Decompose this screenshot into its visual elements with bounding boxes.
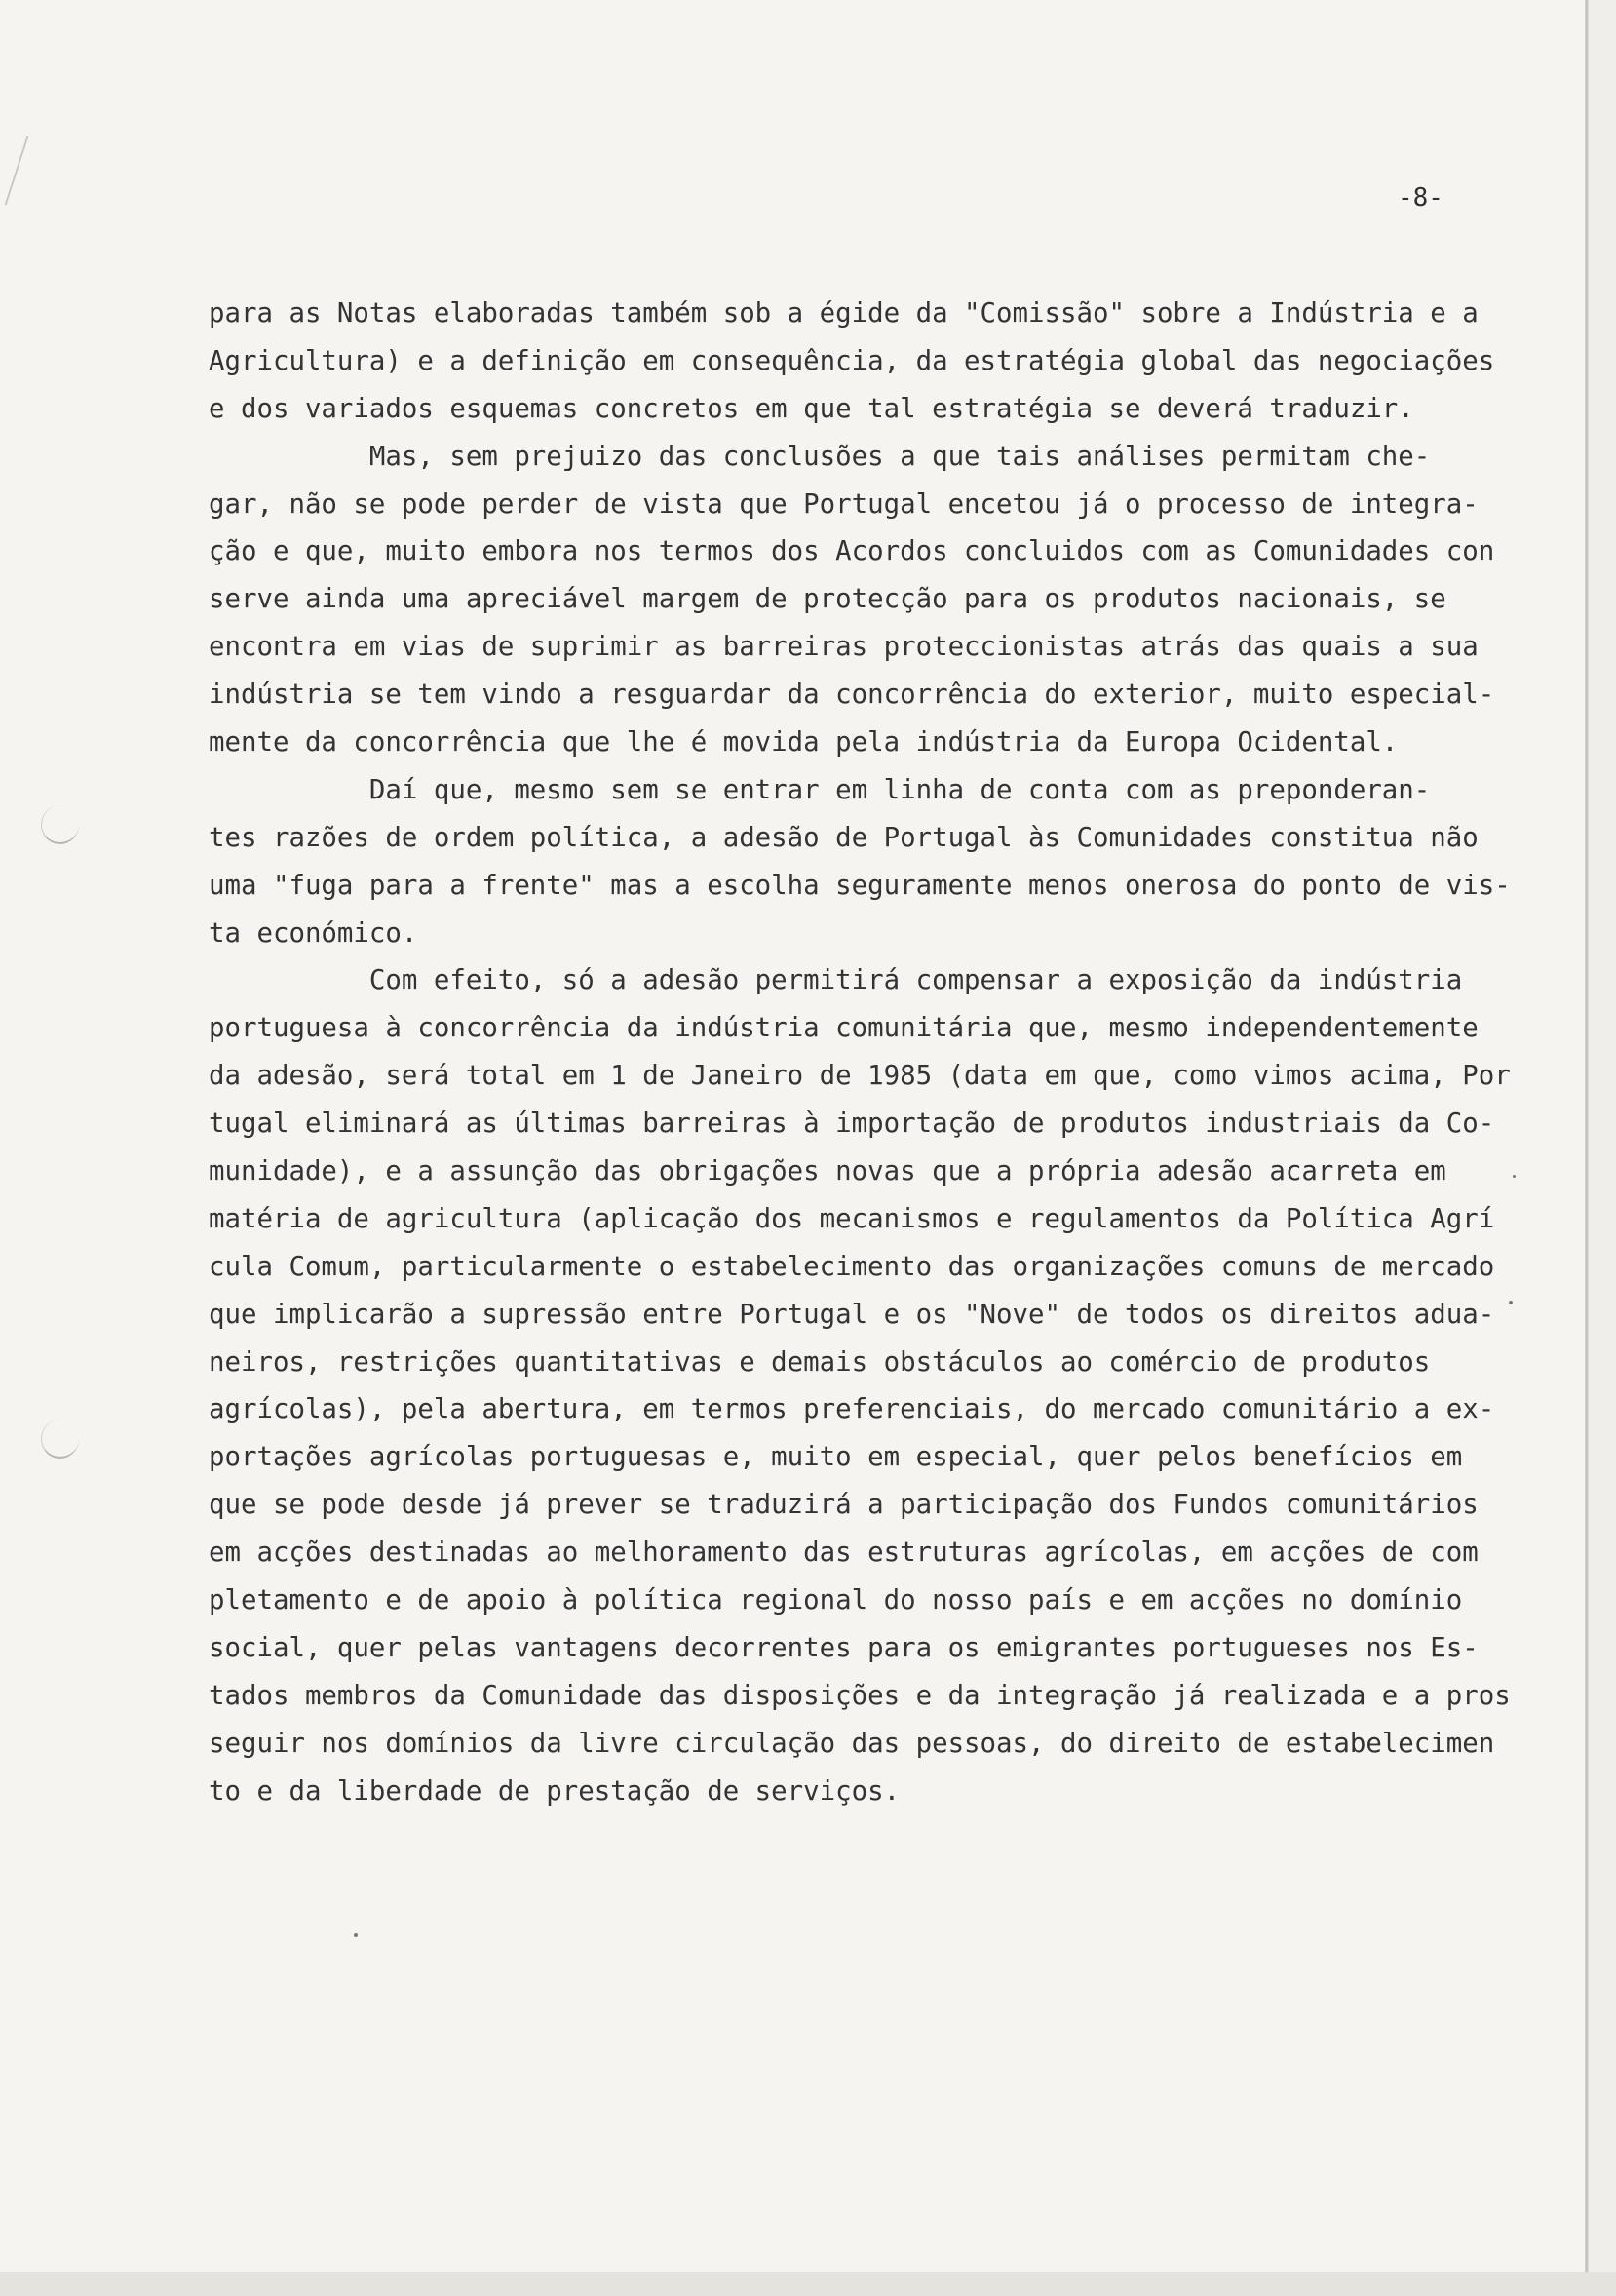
text-line: neiros, restrições quantitativas e demais obstáculos ao comércio de produtos [209,1346,1431,1378]
speck [354,1933,358,1937]
text-line: para as Notas elaboradas também sob a égide da "Comissão" sobre a Indústria e a [209,298,1479,329]
text-line: indústria se tem vindo a resguardar da concorrência do exterior, muito especial- [209,680,1495,711]
document-body [209,291,1524,1816]
text-line: tugal eliminará as últimas barreiras à importação de produtos industriais da Co- [209,1109,1495,1140]
text-line: mente da concorrência que lhe é movida pela indústria da Europa Ocidental. [209,727,1399,759]
page-number: -8- [1398,183,1443,213]
text-line: matéria de agricultura (aplicação dos mecanismos e regulamentos da Política Agrí [209,1203,1495,1234]
text-line: serve ainda uma apreciável margem de protecção para os produtos nacionais, se [209,584,1446,615]
text-line: munidade), e a assunção das obrigações novas que a própria adesão acarreta em [209,1156,1446,1187]
text-line: gar, não se pode perder de vista que Portugal encetou já o processo de integra- [209,488,1479,520]
text-line: que se pode desde já prever se traduzirá a participação dos Fundos comunitários [209,1490,1479,1521]
text-line: seguir nos domínios da livre circulação das pessoas, do direito de estabelecimen [209,1728,1495,1759]
text-line: pletamento e de apoio à política regional do nosso país e em acções no domínio [209,1585,1463,1616]
text-line: Mas, sem prejuizo das conclusões a que tais análises permitam che- [209,441,1431,472]
text-line: portações agrícolas portuguesas e, muito em especial, quer pelos benefícios em [209,1442,1463,1473]
text-line: uma "fuga para a frente" mas a escolha seguramente menos onerosa do ponto de vis- [209,870,1511,901]
text-line: que implicarão a supressão entre Portugal e os "Nove" de todos os direitos adua- [209,1299,1495,1330]
text-line: social, quer pelas vantagens decorrentes para os emigrantes portugueses nos Es- [209,1632,1479,1663]
text-line: cula Comum, particularmente o estabelecimento das organizações comuns de mercado [209,1251,1495,1282]
page-bottom-edge [0,2272,1616,2296]
text-line: Com efeito, só a adesão permitirá compensar a exposição da indústria [209,965,1463,996]
text-line: to e da liberdade de prestação de serviços. [209,1775,901,1807]
text-line: agrícolas), pela abertura, em termos preferenciais, do mercado comunitário a ex- [209,1394,1495,1425]
text-line: encontra em vias de suprimir as barreiras proteccionistas atrás das quais a sua [209,632,1479,663]
corner-pencil-mark [0,136,28,205]
text-line: ção e que, muito embora nos termos dos Acordos concluidos com as Comunidades con [209,536,1495,567]
text-line: Agricultura) e a definição em consequência, da estratégia global das negociações [209,345,1495,376]
punch-hole-top [41,805,79,844]
text-line: Daí que, mesmo sem se entrar em linha de conta com as preponderan- [209,774,1431,805]
speck [1513,1175,1516,1178]
text-line: portuguesa à concorrência da indústria comunitária que, mesmo independentemente [209,1013,1479,1044]
text-line: da adesão, será total em 1 de Janeiro de 1985 (data em que, como vimos acima, Por [209,1061,1511,1092]
punch-hole-bottom [41,1420,79,1459]
page-margin [1589,0,1616,2296]
speck [1509,1301,1513,1304]
text-line: tes razões de ordem política, a adesão de Portugal às Comunidades constitua não [209,822,1479,853]
text-line: ta económico. [209,917,418,949]
text-line: em acções destinadas ao melhoramento das estruturas agrícolas, em acções de com [209,1537,1479,1569]
text-line: e dos variados esquemas concretos em que tal estratégia se deverá traduzir. [209,393,1414,424]
text-line: tados membros da Comunidade das disposições e da integração já realizada e a pros [209,1680,1511,1711]
